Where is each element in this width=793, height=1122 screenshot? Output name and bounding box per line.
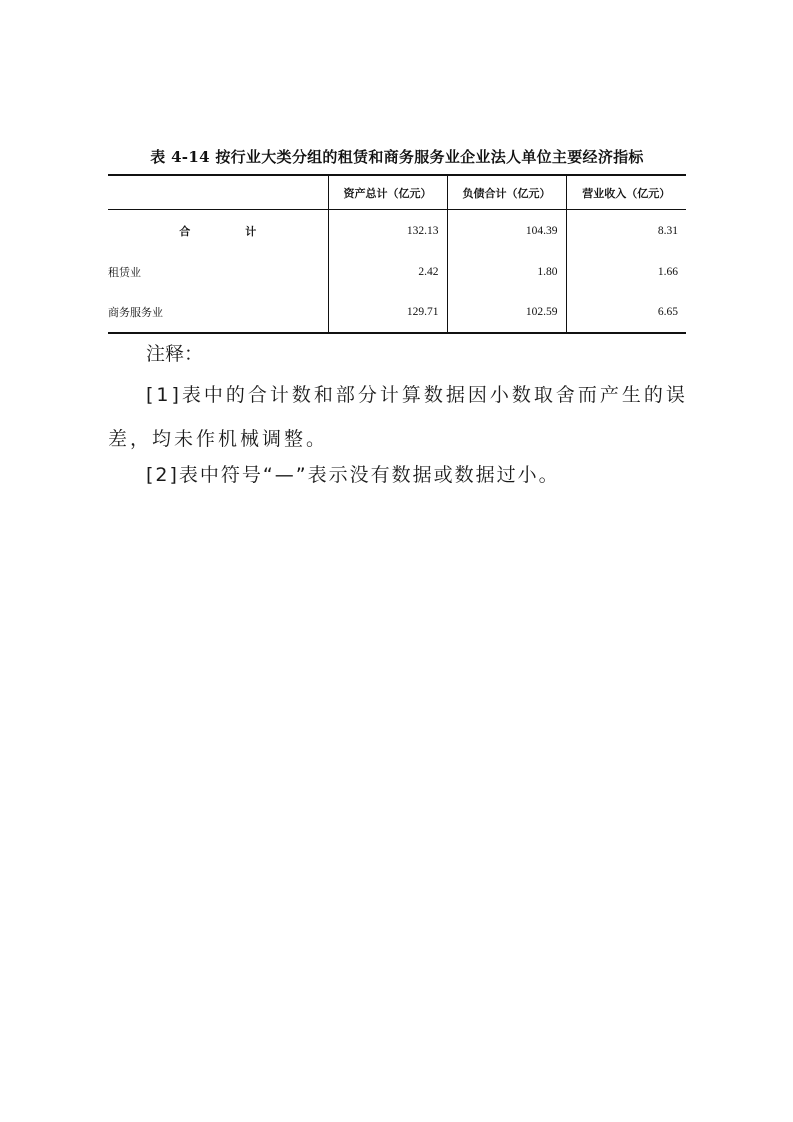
column-header-total-liabilities: 负债合计（亿元） [447, 175, 566, 210]
row-label: 租赁业 [108, 266, 141, 279]
table-row-total [108, 210, 686, 253]
economic-indicators-table [108, 174, 686, 334]
column-header-label [108, 175, 328, 210]
cell-operating-revenue: 1.66 [566, 252, 686, 292]
row-label: 商务服务业 [108, 292, 328, 333]
cell-total-liabilities: 104.39 [447, 210, 566, 253]
row-label: 合 计 [179, 225, 279, 238]
table-row-business-services [108, 292, 686, 333]
cell-operating-revenue: 6.65 [566, 292, 686, 333]
cell-total-liabilities: 102.59 [447, 292, 566, 333]
cell-total-liabilities: 1.80 [447, 252, 566, 292]
column-header-total-assets: 资产总计（亿元） [328, 175, 447, 210]
cell-total-assets: 2.42 [328, 252, 447, 292]
notes-section [108, 343, 693, 487]
note-item: [1]表中的合计数和部分计算数据因小数取舍而产生的误差，均未作机械调整。 [108, 383, 688, 450]
table-row-leasing [108, 252, 686, 292]
cell-total-assets: 129.71 [328, 292, 447, 333]
column-header-operating-revenue: 营业收入（亿元） [566, 175, 686, 210]
notes-heading: 注释： [146, 343, 204, 365]
table-header-row [108, 175, 686, 210]
table-title: 表 4-14 按行业大类分组的租赁和商务服务业企业法人单位主要经济指标 [150, 148, 644, 166]
cell-operating-revenue: 8.31 [566, 210, 686, 253]
note-item: [2]表中符号“—”表示没有数据或数据过小。 [146, 463, 560, 486]
cell-total-assets: 132.13 [328, 210, 447, 253]
